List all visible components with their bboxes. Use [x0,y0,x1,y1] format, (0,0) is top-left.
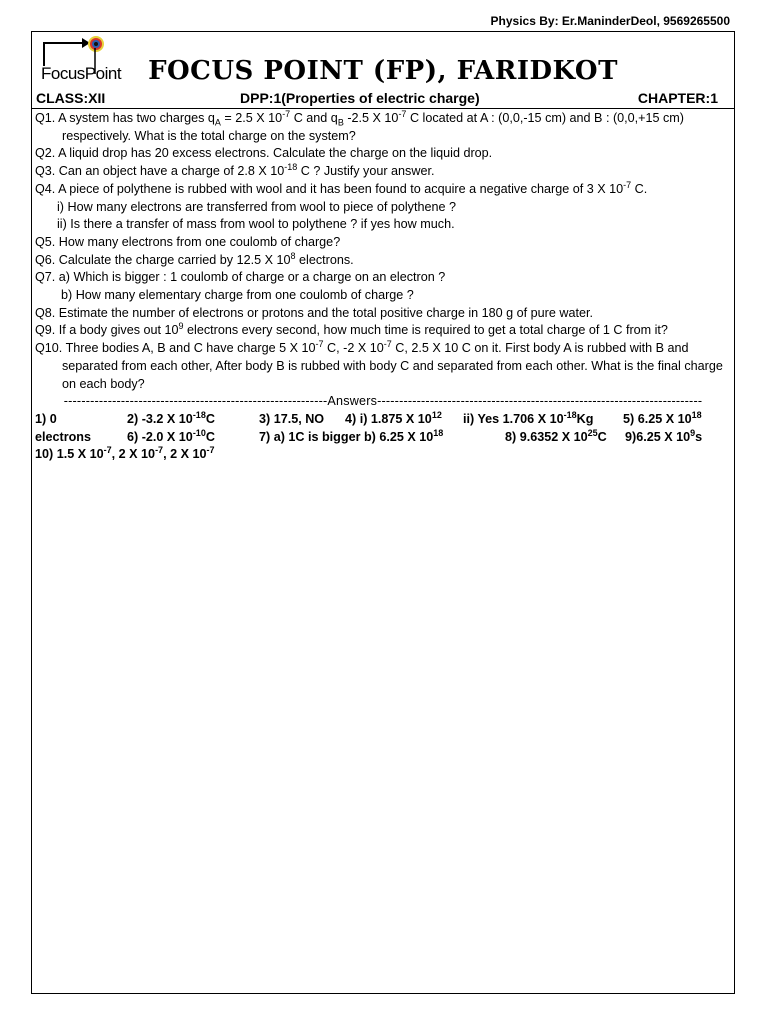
answer-4-ii: ii) Yes 1.706 X $10^{-18}Kg$ [463,409,594,426]
answers-row-1 [35,411,731,429]
answer-3: 3) 17.5, NO [259,411,325,426]
author-credit: Physics By: Er.ManinderDeol, 9569265500 [490,14,730,28]
answers-row-3 [35,446,731,464]
question-1: Q1. A system has two charges $q_A = 2.5$ X $10^{-7}$ C and $q_B$ -2.5 X $10^{-7}$ C located at A : (0,0,-15 cm) and B : (0,0,+15 cm) respectively. What is the total charge on the system? [35,108,684,143]
dpp-label: DPP:1(Properties of electric charge) [240,90,480,106]
class-label: CLASS:XII [36,90,106,106]
question-4-part-i: i) How many electrons are transferred from wool to piece of polythene ? [57,199,456,214]
answers-divider: ------------------------------------------------------------Answers-------------------------------------------------------------------------- [63,394,703,409]
question-7-part-b: b) How many elementary charge from one coulomb of charge ? [61,288,414,303]
question-9: Q9. If a body gives out $10^9$ electrons every second, how much time is required to get a total charge of 1 C from it? [35,321,668,338]
questions-section [35,110,731,464]
logo-text: FocusPoint [41,64,122,83]
answer-9: 9)6.25 X $10^9s$ [625,427,703,444]
question-5: Q5. How many electrons from one coulomb of charge? [35,234,341,249]
question-4-part-ii: ii) Is there a transfer of mass from wool to polythene ? if yes how much. [57,217,455,232]
question-4: Q4. A piece of polythene is rubbed with wool and it has been found to acquire a negative charge of 3 X $10^{-7}$ C. [35,179,648,196]
answer-6: 6) -2.0 X $10^{-10}C$ [127,427,215,444]
worksheet-frame [31,31,735,994]
answers-heading: Answers [327,394,378,409]
answers-row-2 [35,429,731,447]
header-divider [32,108,734,109]
question-6: Q6. Calculate the charge carried by 12.5 X $10^8$ electrons. [35,250,354,267]
answer-5-unit: electrons [35,429,91,444]
answer-7: 7) a) 1C is bigger b) 6.25 X $10^{18}$ [259,427,444,444]
question-7: Q7. a) Which is bigger : 1 coulomb of charge or a charge on an electron ? [35,270,446,285]
answer-8: 8) 9.6352 X $10^{25}C$ [505,427,607,444]
question-10: Q10. Three bodies A, B and C have charge 5 X $10^{-7}$ C, -2 X $10^{-7}$ C, 2.5 X 10 C on it. First body A is rubbed with B and separated from each other, After body B is rubbed with body C and separated from each other. What is the final charge on each body? [35,338,723,391]
answer-10: 10) 1.5 X $10^{-7}$, 2 X $10^{-7}$, 2 X $10^{-7}$ [35,445,215,462]
question-8: Q8. Estimate the number of electrons or protons and the total positive charge in 180 g of pure water. [35,305,593,320]
class-row [36,90,718,108]
answer-4-i: 4) i) 1.875 X $10^{12}$ [345,409,442,426]
page-title: FOCUS POINT (FP), FARIDKOT [148,56,618,86]
answer-1: 1) 0 [35,411,57,426]
answer-5: 5) 6.25 X $10^{18}$ [623,409,702,426]
question-2: Q2. A liquid drop has 20 excess electrons. Calculate the charge on the liquid drop. [35,146,493,161]
chapter-label: CHAPTER:1 [637,90,718,106]
question-3: Q3. Can an object have a charge of 2.8 X $10^{-18}$ C ? Justify your answer. [35,161,435,179]
answer-2: 2) -3.2 X $10^{-18}C$ [127,409,215,426]
